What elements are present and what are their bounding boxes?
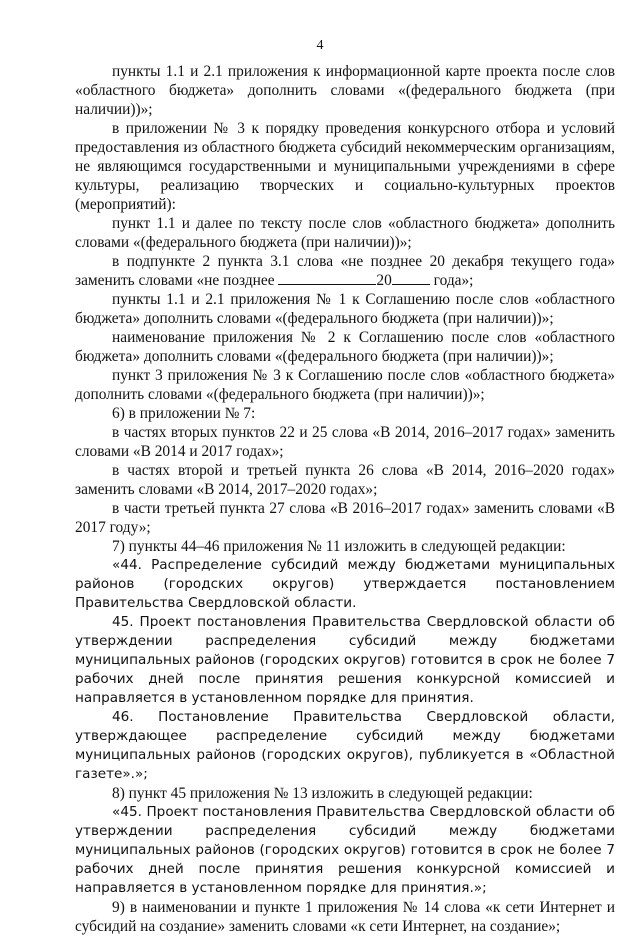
paragraph: 8) пункт 45 приложения № 13 изложить в следующей редакции: (112, 785, 533, 802)
paragraph: пункт 3 приложения № 3 к Соглашению после слов «областного бюджета» дополнить словами «(федерального бюджета (при наличии))»; (75, 367, 615, 403)
paragraph-quoted: «45. Проект постановления Правительства Свердловской области об утверждении распределения субсидий между бюджетами муниципальных районов (городских округов) готовится в срок не более 7 рабочих дней после принятия решения конкурсной комиссией и направляется в установленном порядке для принятия.»; (75, 804, 615, 896)
blank-line (278, 272, 376, 285)
blank-line (392, 272, 430, 285)
paragraph: 7) пункты 44–46 приложения № 11 изложить в следующей редакции: (112, 538, 566, 555)
paragraph: пункты 1.1 и 2.1 приложения № 1 к Соглашению после слов «областного бюджета» дополнить словами «(федерального бюджета (при наличии))»; (75, 291, 615, 327)
paragraph: пункты 1.1 и 2.1 приложения к информационной карте проекта после слов «областного бюджета» дополнить словами «(федерального бюджета (при наличии))»; (75, 63, 615, 118)
paragraph: наименование приложения № 2 к Соглашению после слов «областного бюджета» дополнить словами «(федерального бюджета (при наличии))»; (75, 329, 615, 365)
deadline-text-before: в подпункте 2 пункта 3.1 слова «не позднее 20 декабря текущего года» заменить словами «не позднее (75, 253, 615, 289)
deadline-text-after: года»; (429, 272, 474, 289)
paragraph-quoted: 45. Проект постановления Правительства Свердловской области об утверждении распределения субсидий между бюджетами муниципальных районов (городских округов) готовится в срок не более 7 рабочих дней после принятия решения конкурсной комиссией и направляется в установленном порядке для принятия. (75, 614, 615, 706)
paragraph-deadline (75, 252, 615, 290)
paragraph: 6) в приложении № 7: (112, 405, 256, 422)
paragraph: в частях вторых пунктов 22 и 25 слова «В 2014, 2016–2017 годах» заменить словами «В 2014 и 2017 годах»; (75, 424, 615, 460)
paragraph-quoted: «44. Распределение субсидий между бюджетами муниципальных районов (городских округов) утверждается постановлением Правительства Свердловской области. (75, 557, 615, 611)
paragraph: в частях второй и третьей пункта 26 слова «В 2014, 2016–2020 годах» заменить словами «В 2014, 2017–2020 годах»; (75, 462, 615, 498)
paragraph: в части третьей пункта 27 слова «В 2016–2017 годах» заменить словами «В 2017 году»; (75, 500, 615, 536)
paragraph: пункт 1.1 и далее по тексту после слов «областного бюджета» дополнить словами «(федерального бюджета (при наличии))»; (75, 215, 615, 251)
page-number: 4 (316, 38, 324, 53)
paragraph: 9) в наименовании и пункте 1 приложения № 14 слова «к сети Интернет и субсидий на создание» заменить словами «к сети Интернет, на создание»; (75, 899, 615, 935)
deadline-year-prefix: 20 (376, 272, 392, 289)
paragraph: в приложении № 3 к порядку проведения конкурсного отбора и условий предоставления из областного бюджета субсидий некоммерческим организациям, не являющимся государственными и муниципальными учреждениями в сфере культуры, реализацию творческих и социально-культурных проектов (мероприятий): (75, 120, 615, 213)
paragraph-quoted: 46. Постановление Правительства Свердловской области, утверждающее распределение субсидий между бюджетами муниципальных районов (городских округов), публикуется в «Областной газете».»; (75, 709, 615, 782)
document-body (75, 62, 615, 936)
